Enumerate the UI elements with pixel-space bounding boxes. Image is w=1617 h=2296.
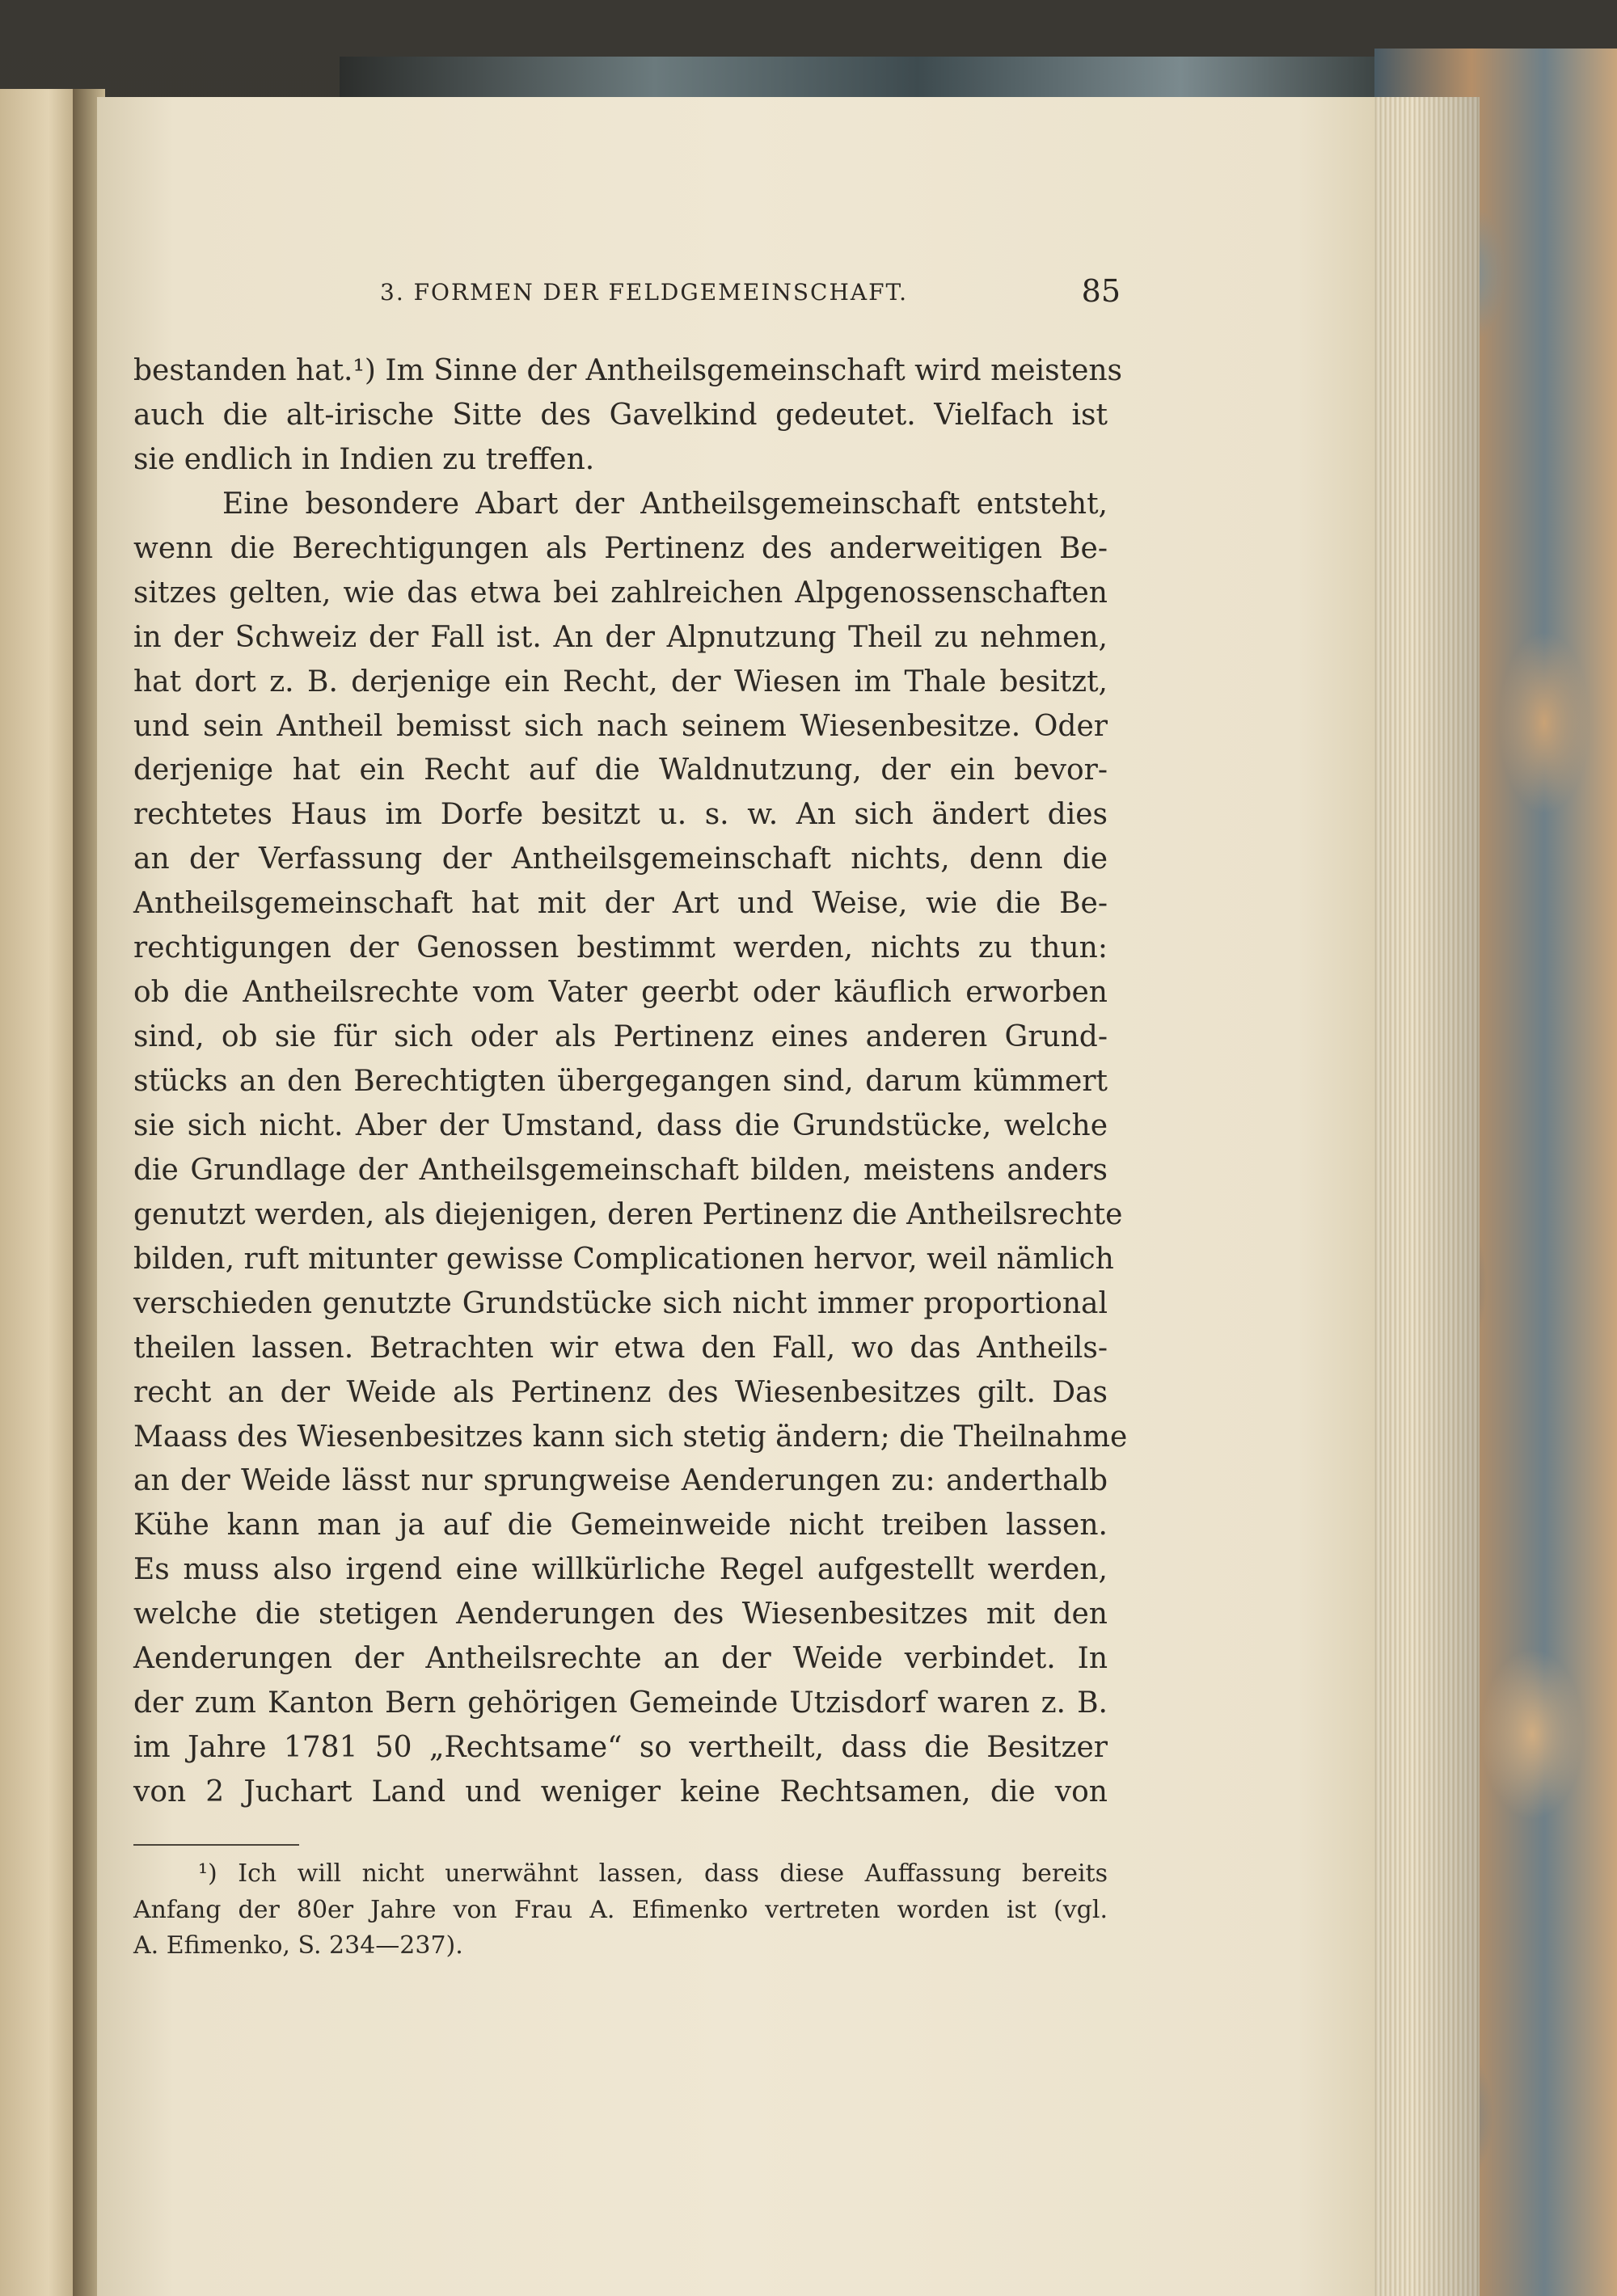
- text-line: stücks an den Berechtigten übergegangen sind, darum kümmert: [133, 1065, 1108, 1098]
- text-line: sind, ob sie für sich oder als Pertinenz eines anderen Grund-: [133, 1020, 1108, 1054]
- text-line: Aenderungen der Antheilsrechte an der Weide verbindet. In: [133, 1642, 1108, 1676]
- text-line: Eine besondere Abart der Antheilsgemeinschaft entsteht,: [222, 487, 1108, 521]
- text-line: von 2 Juchart Land und weniger keine Rechtsamen, die von: [133, 1775, 1108, 1809]
- page-block-shadow: [1366, 97, 1480, 2296]
- text-line: genutzt werden, als diejenigen, deren Pertinenz die Antheilsrechte: [133, 1197, 1123, 1231]
- text-line: und sein Antheil bemisst sich nach seinem Wiesenbesitze. Oder: [133, 709, 1108, 743]
- text-line: bestanden hat.¹) Im Sinne der Antheilsgemeinschaft wird meistens: [133, 354, 1123, 387]
- text-line: bilden, ruft mitunter gewisse Complicationen hervor, weil nämlich: [133, 1242, 1114, 1276]
- footnote-line: Anfang der 80er Jahre von Frau A. Efimenko vertreten worden ist (vgl.: [133, 1895, 1108, 1924]
- text-line: auch die alt-irische Sitte des Gavelkind gedeutet. Vielfach ist: [133, 398, 1108, 432]
- text-line: Kühe kann man ja auf die Gemeinweide nicht treiben lassen.: [133, 1509, 1108, 1543]
- text-line: verschieden genutzte Grundstücke sich nicht immer proportional: [133, 1286, 1108, 1320]
- text-line: rechtetes Haus im Dorfe besitzt u. s. w. An sich ändert dies: [133, 798, 1108, 832]
- text-line: wenn die Berechtigungen als Pertinenz des anderweitigen Be-: [133, 531, 1108, 565]
- text-line: Es muss also irgend eine willkürliche Regel aufgestellt werden,: [133, 1553, 1108, 1587]
- text-line: welche die stetigen Aenderungen des Wiesenbesitzes mit den: [133, 1597, 1108, 1631]
- text-line: die Grundlage der Antheilsgemeinschaft bilden, meistens anders: [133, 1153, 1108, 1187]
- page-number: 85: [1081, 273, 1121, 309]
- text-line: im Jahre 1781 50 „Rechtsame“ so vertheilt, dass die Besitzer: [133, 1731, 1108, 1765]
- text-line: recht an der Weide als Pertinenz des Wiesenbesitzes gilt. Das: [133, 1375, 1108, 1409]
- text-line: Antheilsgemeinschaft hat mit der Art und Weise, wie die Be-: [133, 887, 1108, 921]
- footnote-divider: [133, 1844, 299, 1846]
- footnote-line: ¹) Ich will nicht unerwähnt lassen, dass diese Auffassung bereits: [198, 1859, 1108, 1888]
- text-line: hat dort z. B. derjenige ein Recht, der Wiesen im Thale besitzt,: [133, 665, 1108, 699]
- text-line: ob die Antheilsrechte vom Vater geerbt oder käuflich erworben: [133, 976, 1108, 1010]
- text-line: an der Weide lässt nur sprungweise Aenderungen zu: anderthalb: [133, 1464, 1108, 1498]
- text-line: sie endlich in Indien zu treffen.: [133, 442, 595, 476]
- text-line: sie sich nicht. Aber der Umstand, dass die Grundstücke, welche: [133, 1108, 1108, 1142]
- body-text: [133, 349, 1128, 1815]
- footnote: [133, 1856, 1108, 1965]
- text-line: der zum Kanton Bern gehörigen Gemeinde Utzisdorf waren z. B.: [133, 1686, 1108, 1720]
- text-line: in der Schweiz der Fall ist. An der Alpnutzung Theil zu nehmen,: [133, 620, 1108, 654]
- text-line: derjenige hat ein Recht auf die Waldnutzung, der ein bevor-: [133, 753, 1108, 787]
- facing-page-edge: [0, 89, 81, 2296]
- text-line: theilen lassen. Betrachten wir etwa den Fall, wo das Antheils-: [133, 1331, 1108, 1365]
- text-line: Maass des Wiesenbesitzes kann sich stetig ändern; die Theilnahme: [133, 1420, 1128, 1454]
- text-line: rechtigungen der Genossen bestimmt werden, nichts zu thun:: [133, 931, 1108, 965]
- footnote-line: A. Efimenko, S. 234—237).: [133, 1931, 463, 1960]
- text-line: an der Verfassung der Antheilsgemeinschaft nichts, denn die: [133, 842, 1108, 876]
- running-title: 3. FORMEN DER FELDGEMEINSCHAFT.: [380, 279, 908, 306]
- text-line: sitzes gelten, wie das etwa bei zahlreichen Alpgenossenschaften: [133, 576, 1108, 610]
